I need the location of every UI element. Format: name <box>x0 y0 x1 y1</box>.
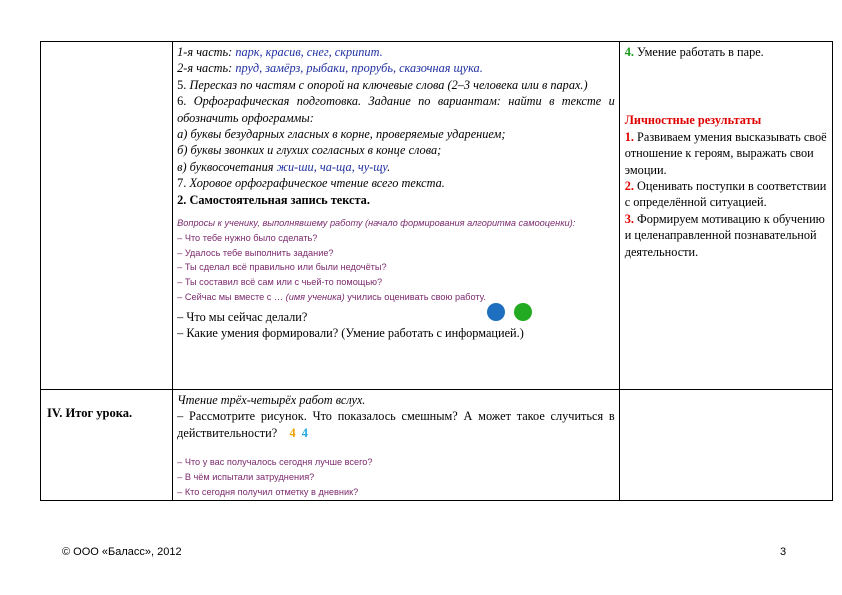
part1-words: парк, красив, снег, скрипит. <box>235 45 383 59</box>
blue-circle-icon <box>487 303 505 321</box>
personal-results-title: Личностные результаты <box>624 113 762 128</box>
question-item: – Ты сделал всё правильно или были недочёты? <box>177 262 387 273</box>
question-item: – В чём испытали затруднения? <box>177 472 315 483</box>
activity-cell <box>173 390 620 501</box>
task2-heading: 2. Самостоятельная запись текста. <box>177 192 370 207</box>
assessment-circles <box>487 303 547 323</box>
item6-c-prefix: в) буквосочетания <box>177 159 277 174</box>
item6-b: б) буквы звонких и глухих согласных в конце слова; <box>177 143 442 158</box>
item4-number: 4. <box>624 45 634 59</box>
item6-c-words: жи-ши, ча-ща, чу-щу <box>276 159 388 174</box>
item4-text: Умение работать в паре. <box>633 45 764 59</box>
item6-c-end: . <box>387 159 391 174</box>
item5-text: Пересказ по частям с опорой на ключевые слова (2–3 человека или в парах.) <box>189 77 588 92</box>
item6-text: Орфографическая подготовка. Задание по вариантам: найти в тексте и обозначить орфограммы: <box>177 94 615 125</box>
question-item: – Ты составил всё сам или с чьей-то помощью? <box>177 277 383 288</box>
question-item: – Удалось тебе выполнить задание? <box>177 247 334 258</box>
p2-number: 2. <box>624 179 634 194</box>
question-item: – Что тебе нужно было сделать? <box>177 232 318 243</box>
p3-number: 3. <box>624 211 634 226</box>
item6-number: 6. <box>177 94 194 109</box>
question-item: – Кто сегодня получил отметку в дневник? <box>177 486 359 497</box>
reading-line: Чтение трёх-четырёх работ вслух. <box>177 393 366 407</box>
together-line <box>177 290 615 305</box>
item6-a: а) буквы безударных гласных в корне, проверяемые ударением; <box>177 127 506 142</box>
stage-cell <box>41 42 173 390</box>
table-row <box>41 42 833 390</box>
part2-words: пруд, замёрз, рыбаки, прорубь, сказочная щука. <box>235 61 483 76</box>
p1-text: Развиваем умения высказывать своё отношение к героям, выражать свои эмоции. <box>624 129 827 177</box>
mark-orange: 4 <box>289 425 296 440</box>
lesson-plan-table <box>40 41 833 501</box>
together-suffix: учились оценивать свою работу. <box>344 292 486 303</box>
part1-label: 1-я часть: <box>177 45 236 59</box>
final-question-1: – Что мы сейчас делали? <box>177 309 308 324</box>
copyright-footer: © ООО «Баласс», 2012 <box>62 546 182 558</box>
together-italic: (имя ученика) <box>285 292 345 303</box>
results-cell <box>619 390 832 501</box>
item7-text: Хоровое орфографическое чтение всего текста. <box>189 176 445 191</box>
question-item: – Что у вас получалось сегодня лучше всего? <box>177 457 373 468</box>
page-number: 3 <box>780 546 787 558</box>
stage-cell <box>41 390 173 501</box>
p1-number: 1. <box>624 129 634 144</box>
p2-text: Оценивать поступки в соответствии с определённой ситуацией. <box>624 179 827 210</box>
stage-label: IV. Итог урока. <box>47 406 133 420</box>
activity-cell <box>173 42 620 390</box>
green-circle-icon <box>514 303 532 321</box>
results-cell <box>619 42 832 390</box>
questions-intro: Вопросы к ученику, выполнявшему работу (начало формирования алгоритма самооценки): <box>177 218 576 229</box>
picture-question: – Рассмотрите рисунок. Что показалось смешным? А может такое случиться в действительности? <box>177 409 615 440</box>
item5-number: 5. <box>177 77 190 92</box>
mark-cyan: 4 <box>301 425 308 440</box>
table-row <box>41 390 833 501</box>
item7-number: 7. <box>177 176 190 191</box>
final-question-2: – Какие умения формировали? (Умение работать с информацией.) <box>177 326 524 341</box>
p3-text: Формируем мотивацию к обучению и целенаправленной познавательной деятельности. <box>624 211 825 259</box>
part2-label: 2-я часть: <box>177 61 236 76</box>
together-prefix: – Сейчас мы вместе с … <box>177 292 286 303</box>
